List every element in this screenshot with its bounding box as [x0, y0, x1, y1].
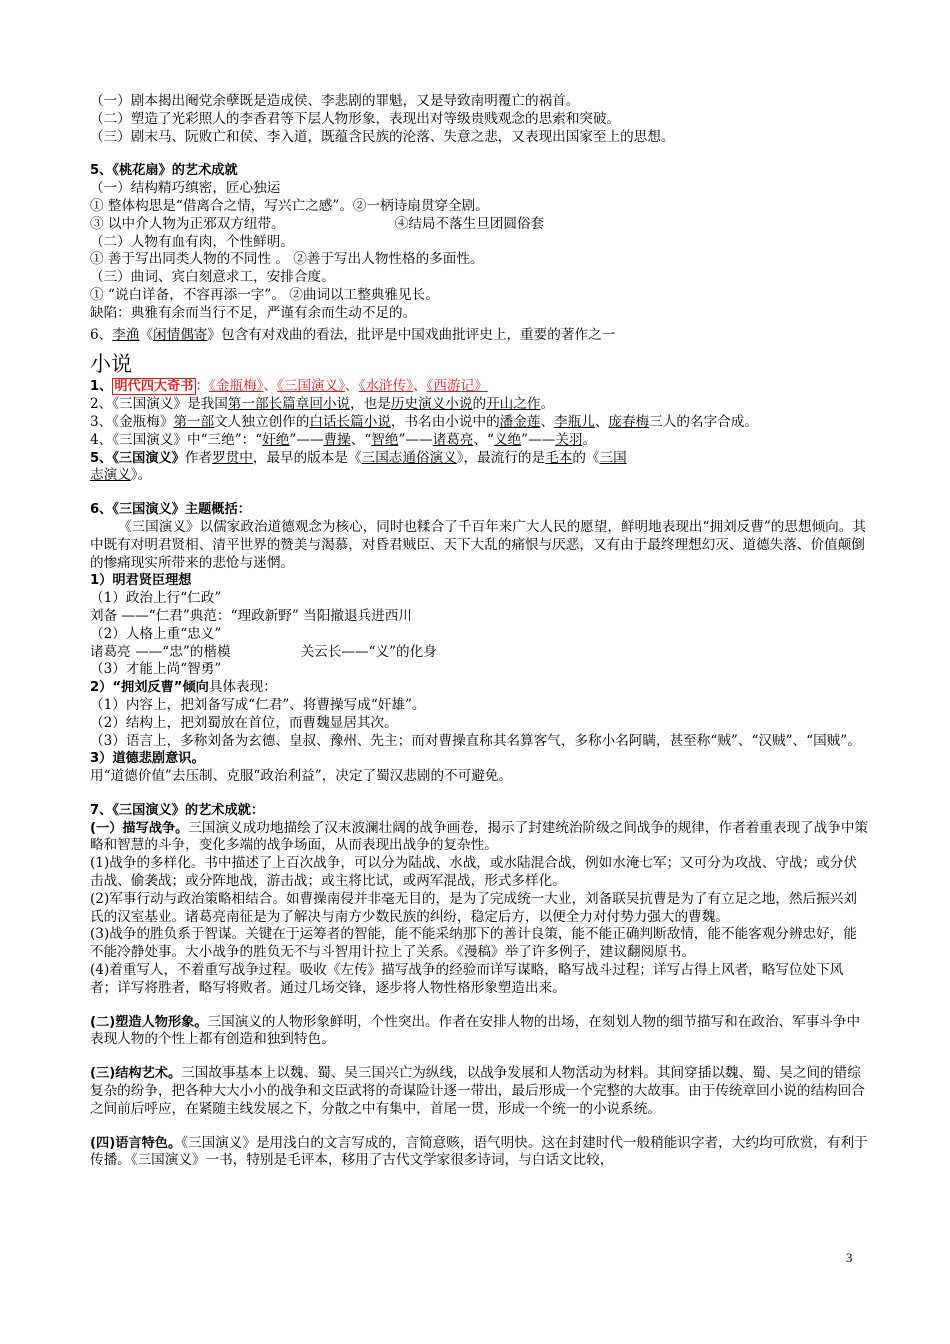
- text-span: 。: [540, 396, 555, 413]
- text-span: 4、《三国演义》中“三绝”：“: [90, 431, 263, 448]
- underlined-text: 奸绝: [262, 431, 290, 448]
- text-span: 作者: [184, 449, 213, 466]
- text-span: 6、: [90, 326, 113, 343]
- section-heading: 6、《三国演义》主题概括：: [90, 502, 251, 518]
- paragraph: [90, 1135, 870, 1171]
- text-span: 、: [594, 413, 609, 430]
- paragraph: [90, 327, 870, 345]
- paragraph: 刘备 ——“仁君”典范：“理政新野” 当阳撤退兵进西川: [90, 607, 412, 624]
- text-span: ③ 以中介人物为正邪双方纽带。: [90, 215, 285, 232]
- paragraph: [90, 216, 870, 234]
- section-heading: 5、《桃花扇》的艺术成就: [90, 163, 238, 179]
- page-number: 3: [846, 1250, 853, 1265]
- underlined-text: 开山之作: [486, 396, 541, 413]
- sub-heading: (一）描写战争。: [90, 820, 189, 836]
- text-span: 、“: [473, 431, 494, 448]
- paragraph: （3）才能上尚“智勇”: [90, 661, 222, 678]
- paragraph: （二）塑造了光彩照人的李香君等下层人物形象，表现出对等级贵贱观念的思索和突破。: [90, 110, 621, 127]
- text-span: ”——: [398, 431, 433, 448]
- paragraph: [90, 1014, 870, 1050]
- text-span: 、: [345, 378, 359, 395]
- text-span: 、: [540, 413, 555, 430]
- underlined-text: 三国志通俗演义: [361, 449, 457, 466]
- paragraph: （一）剧本揭出阉党余孽既是造成侯、李悲剧的罪魁，又是导致南明覆亡的祸首。: [90, 93, 580, 109]
- sub-heading: (三)结构艺术。: [90, 1066, 182, 1082]
- underlined-text: 潘金莲: [499, 413, 541, 430]
- text-span: 1、: [90, 379, 113, 395]
- list-item: [90, 378, 870, 396]
- text-span: 、“: [350, 431, 372, 448]
- paragraph: 《三国演义》以儒家政治道德观念为核心，同时也糅合了千百年来广大人民的愿望，鲜明地表现出“拥刘反曹”的思想倾向。其中既有对明君贤相、清平世界的赞美与渴慕，对昏君贼臣、天下大乱的痛恨与厌恶，又有由于最终理想幻灭、道德失落、价值颠倒的惨痛现实所带来的悲怆与迷惘。: [90, 518, 866, 571]
- section-heading: 7、《三国演义》的艺术成就：: [90, 802, 265, 818]
- text-span: 三人的名字合成。: [649, 413, 758, 430]
- text-span: 2、《三国演义》是我国: [90, 396, 228, 413]
- paragraph: （1）政治上行“仁政”: [90, 590, 222, 607]
- underlined-text: 李瓶儿: [554, 413, 595, 430]
- paragraph: [90, 1065, 870, 1118]
- text-span: 三国演义的人物形象鲜明，个性突出。作者在安排人物的出场，在刻划人物的细节描写和在政治、军事斗争中表现人物的个性上都有创造和独到特色。: [90, 1013, 861, 1048]
- text-span: ：: [195, 378, 210, 395]
- paragraph: （2）人格上重“忠义”: [90, 625, 222, 642]
- underlined-text: 白话长篇小说: [309, 413, 391, 430]
- text-span: 三国故事基本上以魏、蜀、吴三国兴亡为纵线，以战争发展和人物活动为材料。其间穿插以魏、蜀、吴之间的错综复杂的纷争，把各种大大小小的战争和文臣武将的奇谋险计逐一带出，最后形成一个完整的大故事。由于传统章回小说的结构回合之间前后呼应，在紧随主线发展之下，分散之中有集中，首尾一贯，形成一个统一的小说系统。: [90, 1065, 865, 1117]
- highlight-box: 明代四大奇书: [114, 379, 194, 395]
- underlined-text: 第一部: [173, 413, 215, 430]
- paragraph: （三）剧末马、阮败亡和侯、李入道，既蕴含民族的沦落、失意之悲，又表现出国家至上的思想。: [90, 128, 675, 145]
- paragraph: （2）结构上，把刘蜀放在首位，而曹魏显居其次。: [90, 714, 398, 731]
- paragraph: (4)着重写人，不着重写战争过程。吸收《左传》描写战争的经验而详写谋略，略写战斗过程；详写占得上风者，略写位处下风者；详写将胜者，略写将败者。通过几场交锋，逐步将人物性格形象塑造出来。: [90, 962, 844, 996]
- text-span: ，书名由小说中的: [390, 413, 500, 430]
- text-span: 、: [413, 378, 427, 395]
- paragraph: （一）结构精巧缜密，匠心独运: [90, 180, 281, 197]
- text-span: 的《: [572, 449, 600, 466]
- paragraph: (1)战争的多样化。书中描述了上百次战争，可以分为陆战、水战，或水陆混合战，例如水淹七军；又可分为攻战、守战；或分伏击战、偷袭战；或分阵地战，游击战；或主将比试，或两军混战，形式多样化。: [90, 855, 857, 890]
- text-span: 的: [472, 396, 487, 413]
- text-span: 、: [263, 378, 278, 395]
- underlined-text: 智绝: [371, 431, 399, 448]
- underlined-text: 义绝: [493, 431, 522, 448]
- underlined-text: 庞春梅: [608, 413, 650, 430]
- text-span: 诸葛亮 ——“忠”的楷模: [90, 643, 231, 660]
- text-span: ”——: [289, 431, 324, 448]
- paragraph: (2)军事行动与政治策略相结合。如曹操南侵并非毫无目的，是为了完成统一大业，刘备联吴抗曹是为了有立足之地，然后振兴刘氏的汉室基业。诸葛亮南征是为了解决与南方少数民族的纠纷，稳定后方，以便全力对付势力强大的曹魏。: [90, 890, 857, 925]
- underlined-text: 志演义: [90, 467, 131, 484]
- underlined-text: 三国: [599, 449, 627, 466]
- underlined-text: 历史演义小说: [390, 396, 473, 413]
- text-span: 关云长——“义”的化身: [300, 643, 437, 660]
- paragraph: [90, 679, 870, 697]
- text-span: ，最早的版本是《: [252, 449, 362, 466]
- sub-heading: (二)塑造人物形象。: [90, 1014, 208, 1030]
- text-span: 。: [582, 431, 597, 448]
- paragraph: ① 善于写出同类人物的不同性 。 ②善于写出人物性格的多面性。: [90, 251, 484, 268]
- list-item: [90, 396, 870, 414]
- paragraph: （3）语言上，多称刘备为玄德、皇叔、豫州、先主；而对曹操直称其名算客气，多称小名阿瞒，甚至称“贼”、“汉贼”、“国贼”。: [90, 732, 861, 749]
- chapter-heading: 小说: [90, 352, 132, 377]
- list-item: [90, 414, 870, 432]
- text-span: 》包含有对戏曲的看法，批评是中国戏曲批评史上，重要的著作之一: [207, 326, 616, 343]
- sub-heading: 1）明君贤臣理想: [90, 573, 192, 589]
- paragraph: [90, 820, 870, 856]
- text-span: 文人独立创作的: [214, 413, 310, 430]
- book-title: 《西游记》: [426, 378, 488, 395]
- text-span: 》，最流行的是: [456, 449, 546, 466]
- underlined-text: 罗贯中: [212, 449, 253, 466]
- book-title: 《金瓶梅》: [209, 378, 264, 395]
- sub-heading: 2）“拥刘反曹”倾向: [90, 680, 209, 696]
- text-span: 具体表现：: [208, 679, 277, 696]
- text-span: 《三国演义》是用浅白的文言写成的，言简意赅，语气明快。这在封建时代一般稍能识字者，大约均可欣赏，有利于传播。《三国演义》一书，特别是毛评本，移用了古代文学家很多诗词，与白话文比较，: [90, 1134, 868, 1169]
- text-span: 《: [139, 326, 154, 343]
- list-item: [90, 450, 870, 486]
- paragraph: （三）曲词、宾白刻意求工，安排合度。: [90, 269, 335, 286]
- underlined-text: 闲情偶寄: [153, 326, 208, 343]
- sub-heading: (四)语言特色。: [90, 1135, 182, 1151]
- paragraph: 用“道德价值”去压制、克服“政治利益”，决定了蜀汉悲剧的不可避免。: [90, 768, 513, 785]
- underlined-text: 毛本: [545, 449, 573, 466]
- underlined-text: 第一部长篇章回小说: [227, 396, 351, 413]
- text-span: ，也是: [350, 396, 391, 413]
- text-span: 》。: [130, 467, 152, 484]
- text-span: 3、《金瓶梅》: [90, 413, 174, 430]
- list-item: [90, 432, 870, 450]
- text-span: ”——: [521, 431, 556, 448]
- underlined-text: 曹操: [323, 431, 351, 448]
- text-span: ④结局不落生旦团圆俗套: [394, 215, 545, 232]
- paragraph: （二）人物有血有肉，个性鲜明。: [90, 233, 294, 250]
- underlined-text: 李渔: [112, 326, 140, 343]
- paragraph: [90, 644, 870, 662]
- book-title: 《水浒传》: [358, 378, 413, 395]
- paragraph: ① “说白详备，不容再添一字”。 ②曲词以工整典雅见长。: [90, 286, 439, 303]
- book-title: 《三国演义》: [277, 378, 346, 395]
- paragraph: （1）内容上，把刘备写成“仁君”、将曹操写成“奸雄”。: [90, 696, 426, 713]
- underlined-text: 诸葛亮: [432, 431, 474, 448]
- paragraph: (3)战争的胜负系于智谋。关键在于运筹者的智能，能不能采纳那下的善计良策，能不能正确判断敌情，能不能客观分辨忠好，能不能冷静处事。大小战争的胜负无不与斗智用计拉上了关系。《漫稿》举了许多例子，建议翻阅原书。: [90, 926, 857, 961]
- text-span: 三国演义成功地描绘了汉末波澜壮阔的战争画卷，揭示了封建统治阶级之间战争的规律，作者着重表现了战争中策略和智慧的斗争，变化多端的战争场面，从而表现出战争的复杂性。: [90, 819, 869, 854]
- text-span: 5、《三国演义》: [90, 450, 185, 466]
- sub-heading: 3）道德悲剧意识。: [90, 751, 205, 767]
- paragraph: ① 整体构思是“借离合之情，写兴亡之感”。②一柄诗扇贯穿全剧。: [90, 197, 489, 214]
- document-page: [90, 93, 870, 1170]
- underlined-text: 关羽: [555, 431, 583, 448]
- paragraph: 缺陷：典雅有余而当行不足，严谨有余而生动不足的。: [90, 304, 417, 321]
